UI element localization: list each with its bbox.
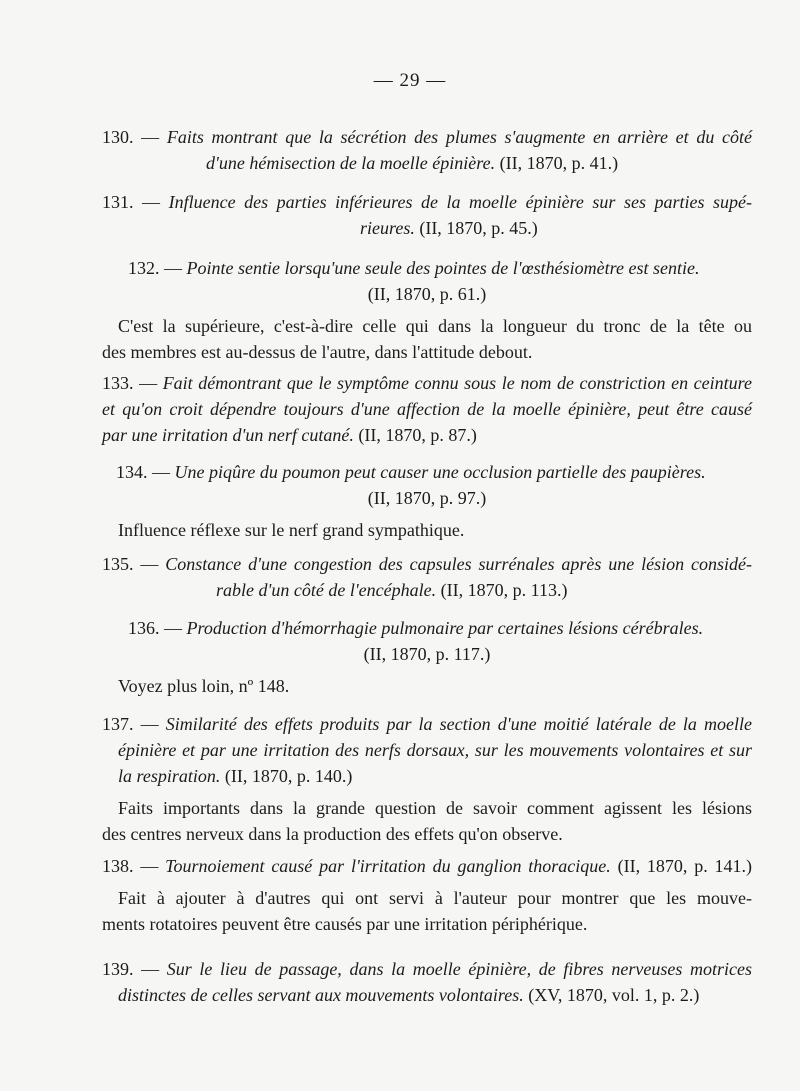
entry-title: Tournoiement causé par l'irritation du ganglion thoracique. [165, 856, 611, 876]
entry-title: Fait démontrant que le symptôme connu sous le nom de constriction en ceinture [162, 373, 752, 393]
entry-reference: (II, 1870, p. 113.) [440, 580, 568, 600]
entry-reference: (XV, 1870, vol. 1, p. 2.) [528, 985, 700, 1005]
entry-dash: — [141, 959, 160, 979]
entry-dash: — [142, 192, 161, 212]
entry-title-line [102, 255, 752, 281]
entry-reference: (II, 1870, p. 140.) [224, 766, 353, 786]
entry-133 [102, 370, 752, 448]
entry-title: distinctes de celles servant aux mouvements volontaires. [118, 985, 524, 1005]
entry-130 [102, 124, 752, 176]
entry-body-line: ments rotatoires peuvent être causés par une irritation périphérique. [102, 914, 588, 934]
entry-title: Pointe sentie lorsqu'une seule des pointes de l'œsthésiomètre est sentie. [186, 258, 700, 278]
entry-135 [102, 551, 752, 603]
entry-dash: — [139, 373, 158, 393]
entry-dash: — [140, 714, 159, 734]
entry-title: Sur le lieu de passage, dans la moelle épinière, de fibres nerveuses motrices [166, 959, 752, 979]
entry-number: 136. [128, 618, 160, 638]
entry-dash: — [164, 618, 182, 638]
entry-132 [102, 255, 752, 365]
entry-title: la respiration. [118, 766, 221, 786]
entry-title: rieures. [360, 218, 415, 238]
entry-dash: — [140, 554, 159, 574]
entry-136 [102, 615, 752, 699]
entry-body-line: Influence réflexe sur le nerf grand sympathique. [118, 520, 465, 540]
entry-number: 137. [102, 714, 134, 734]
entry-body-line: Fait à ajouter à d'autres qui ont servi à l'auteur pour montrer que les mouve- [118, 888, 752, 908]
entry-title: d'une hémisection de la moelle épinière. [206, 153, 496, 173]
entry-body-line: Voyez plus loin, nº 148. [118, 676, 290, 696]
entry-title: Une piqûre du poumon peut causer une occlusion partielle des paupières. [174, 462, 706, 482]
entry-reference: (II, 1870, p. 61.) [367, 284, 487, 304]
entry-number: 135. [102, 554, 134, 574]
entry-number: 139. [102, 959, 134, 979]
entry-number: 133. [102, 373, 134, 393]
entry-131 [102, 189, 752, 241]
entry-title-line [102, 982, 752, 1008]
entry-139 [102, 956, 752, 1008]
entry-title: Constance d'une congestion des capsules surrénales après une lésion considé- [165, 554, 753, 574]
entry-title-line: épinière et par une irritation des nerfs dorsaux, sur les mouvements volontaires et sur [118, 740, 752, 760]
entry-title-line [102, 615, 752, 641]
entry-body-line: C'est la supérieure, c'est-à-dire celle qui dans la longueur du tronc de la tête ou [118, 316, 752, 336]
entry-137 [102, 711, 752, 847]
entry-title-line [102, 956, 752, 982]
entry-reference: (II, 1870, p. 41.) [499, 153, 619, 173]
entry-title-line [102, 422, 752, 448]
entry-title: Faits montrant que la sécrétion des plumes s'augmente en arrière et du côté [166, 127, 752, 147]
entry-number: 138. [102, 856, 134, 876]
entry-title-line [102, 370, 752, 396]
entry-title: Similarité des effets produits par la section d'une moitié latérale de la moelle [165, 714, 753, 734]
entry-title-line [102, 853, 752, 879]
entry-134 [102, 459, 752, 543]
entry-title-line [102, 150, 752, 176]
entry-reference: (II, 1870, p. 97.) [367, 488, 487, 508]
entry-number: 130. [102, 127, 134, 147]
entry-title-line [102, 459, 752, 485]
entry-dash: — [140, 856, 159, 876]
entry-title-line [102, 215, 752, 241]
entry-body-line: Faits importants dans la grande question de savoir comment agissent les lésions [118, 798, 752, 818]
entry-title-line [102, 189, 752, 215]
entry-title-line [102, 124, 752, 150]
entry-dash: — [152, 462, 170, 482]
entry-138 [102, 853, 752, 937]
entry-title: rable d'un côté de l'encéphale. [216, 580, 437, 600]
entry-title-line [102, 763, 752, 789]
entry-reference: (II, 1870, p. 141.) [617, 856, 753, 876]
entry-dash: — [141, 127, 160, 147]
entry-number: 132. [128, 258, 160, 278]
entry-reference: (II, 1870, p. 87.) [358, 425, 477, 445]
entry-body-line: des centres nerveux dans la production des effets qu'on observe. [102, 824, 563, 844]
entry-title-line [102, 711, 752, 737]
entry-reference: (II, 1870, p. 45.) [419, 218, 538, 238]
entry-title: Influence des parties inférieures de la moelle épinière sur ses parties supé- [168, 192, 753, 212]
entry-number: 134. [116, 462, 148, 482]
page-number: — 29 — [373, 70, 447, 91]
entry-body-line: des membres est au-dessus de l'autre, dans l'attitude debout. [102, 342, 533, 362]
entry-title-line [102, 551, 752, 577]
entry-reference: (II, 1870, p. 117.) [363, 644, 491, 664]
entry-number: 131. [102, 192, 134, 212]
entry-title: par une irritation d'un nerf cutané. [102, 425, 354, 445]
entry-title: Production d'hémorrhagie pulmonaire par certaines lésions cérébrales. [186, 618, 704, 638]
entry-title-line [102, 577, 752, 603]
entry-title-line: et qu'on croit dépendre toujours d'une affection de la moelle épinière, peut être causé [102, 399, 752, 419]
entry-dash: — [164, 258, 182, 278]
